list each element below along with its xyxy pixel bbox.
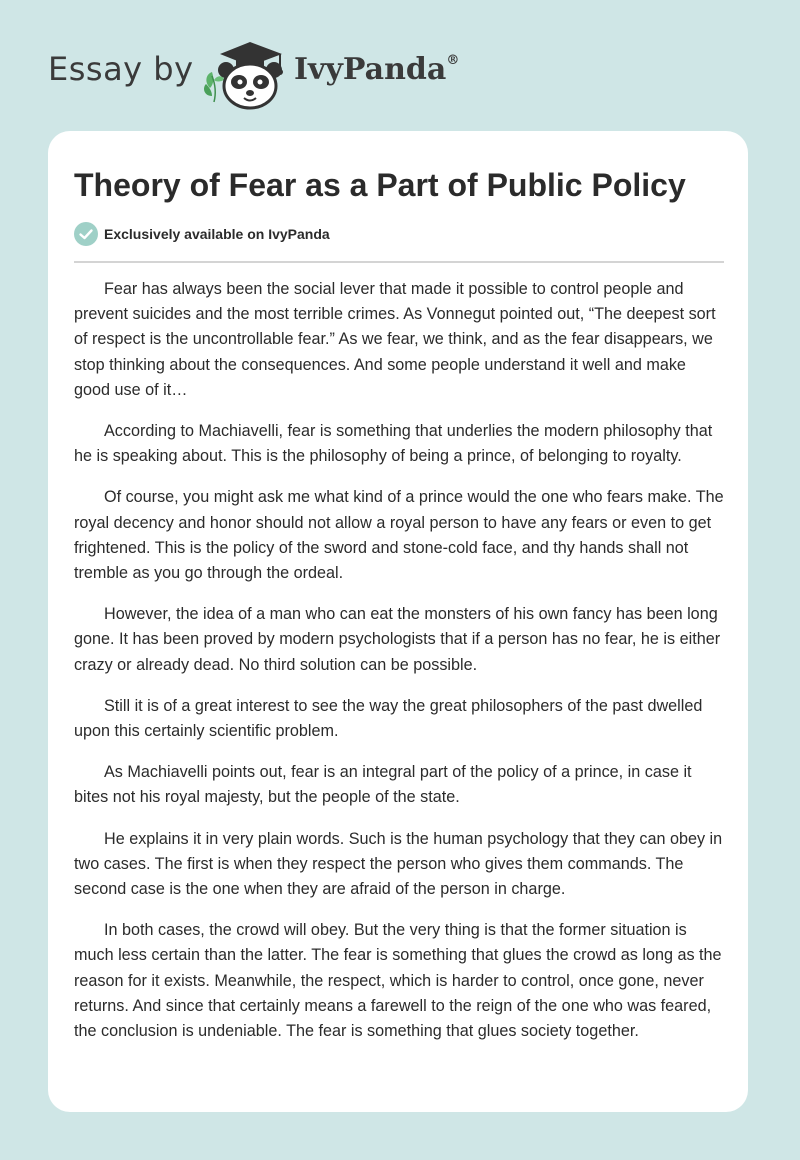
paragraph: Still it is of a great interest to see the way the great philosophers of the past dwelled upon this certainly scientific problem. [74,696,703,741]
exclusive-badge-label: Exclusively available on IvyPanda [104,226,330,242]
title-divider [74,261,724,263]
paragraph: However, the idea of a man who can eat the monsters of his own fancy has been long gone. It has been proved by modern psychologists that if a person has no fear, he is either crazy or already dead. No third solution can be possible. [74,605,721,674]
essay-by-label: Essay by [48,50,194,88]
trademark-symbol: ® [446,53,460,68]
paragraph: Fear has always been the social lever that made it possible to control people and prevent suicides and the most terrible crimes. As Vonnegut pointed out, “The deepest sort of respect is the uncontrollable fear.” As we fear, we think, and as the fear disappears, we stop thinking about the consequences. And some people understand it well and make good use of it… [74,280,716,399]
paragraph: He explains it in very plain words. Such is the human psychology that they can obey in two cases. The first is when they respect the person who gives them commands. The second case is the one when they are afraid of the person in charge. [74,829,723,899]
ivypanda-brand[interactable] [294,52,459,87]
essay-card [48,131,748,1112]
page-title: Theory of Fear as a Part of Public Policy [74,167,686,203]
site-header [0,0,800,125]
ivypanda-logo-icon[interactable] [200,36,292,110]
paragraph: As Machiavelli points out, fear is an integral part of the policy of a prince, in case it bites not his royal majesty, but the people of the state. [74,763,692,807]
paragraph: According to Machiavelli, fear is something that underlies the modern philosophy that he is speaking about. This is the philosophy of being a prince, of belonging to royalty. [74,422,713,466]
brand-name: IvyPanda [294,52,447,87]
paragraph: Of course, you might ask me what kind of a prince would the one who fears make. The royal decency and honor should not allow a royal person to have any fears or even to get frightened. This is the policy of the sword and stone-cold face, and thy hands shall not tremble as you go through the ordeal. [74,488,724,583]
checkmark-circle-icon [74,222,98,246]
paragraph: In both cases, the crowd will obey. But the very thing is that the former situation is much less certain than the latter. The fear is something that glues the crowd as long as the reason for it exists. Meanwhile, the respect, which is harder to control, once gone, never returns. And since that certainly means a farewell to the reign of the one who was feared, the conclusion is undeniable. The fear is something that glues society together. [74,921,722,1041]
essay-body [74,277,724,1060]
exclusive-badge [74,222,330,246]
